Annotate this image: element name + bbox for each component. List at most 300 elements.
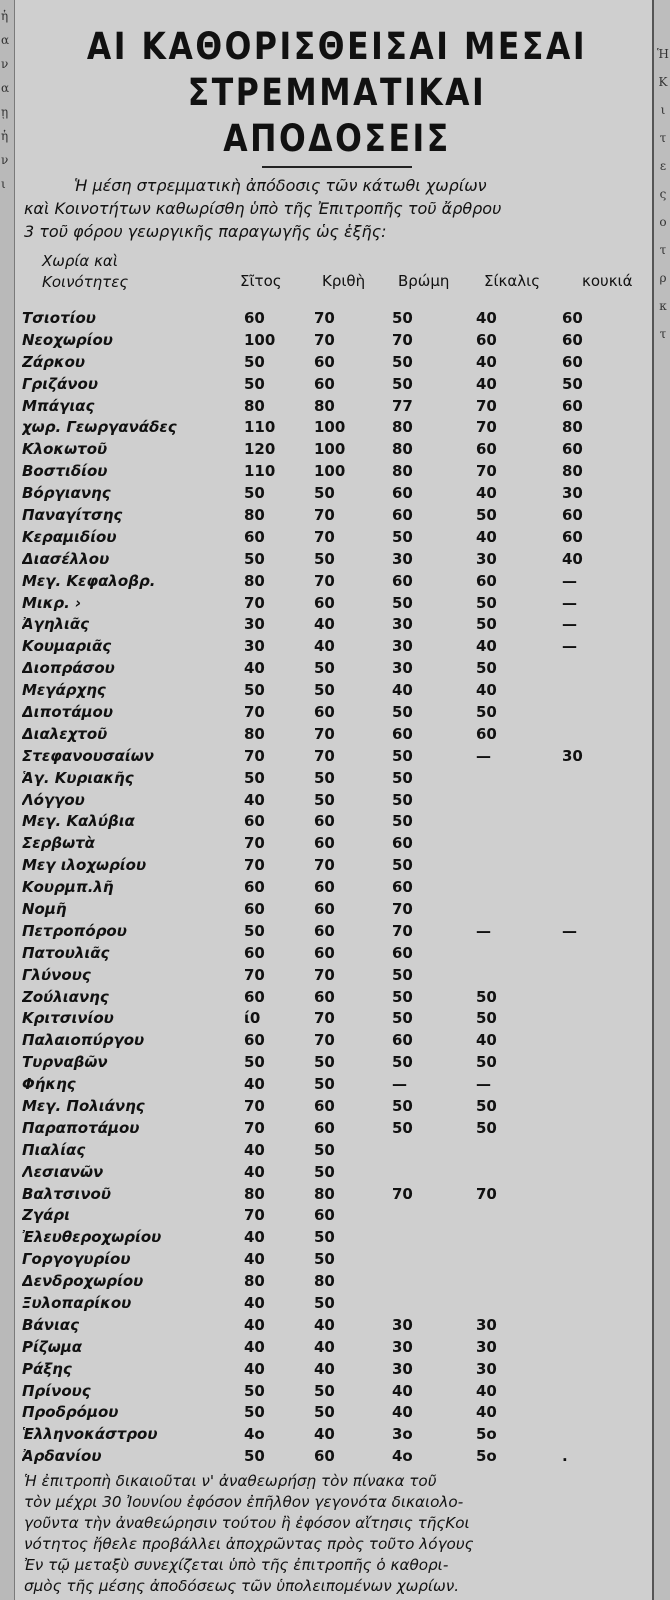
cell-place-name: Μεγ. Καλύβια bbox=[22, 812, 135, 831]
margin-fragment: κ bbox=[659, 299, 667, 313]
margin-fragment: ἡ bbox=[1, 129, 9, 143]
cell-place-name: Βαλτσινοῦ bbox=[22, 1184, 111, 1203]
cell-rye-yield: 70 bbox=[476, 418, 497, 437]
cell-corn-yield: 50 bbox=[562, 374, 583, 393]
table-row bbox=[22, 1445, 652, 1467]
cell-barley-yield: 40 bbox=[314, 1315, 335, 1334]
cell-wheat-yield: 80 bbox=[244, 1272, 265, 1291]
cell-corn-yield bbox=[562, 657, 652, 679]
table-row bbox=[22, 548, 652, 570]
cell-place-name: Παλαιοπύργου bbox=[22, 1031, 145, 1050]
cell-corn-yield: 80 bbox=[562, 418, 583, 437]
cell-corn-yield bbox=[562, 1314, 652, 1336]
cell-rye-yield: 40 bbox=[476, 374, 497, 393]
cell-barley-yield: 60 bbox=[314, 1118, 335, 1137]
cell-place-name: χωρ. Γεωργανάδες bbox=[22, 418, 177, 437]
cell-barley-yield: 70 bbox=[314, 308, 335, 327]
cell-corn-yield bbox=[562, 1051, 652, 1073]
cell-barley-yield: 50 bbox=[314, 549, 335, 568]
cell-wheat-yield: 40 bbox=[244, 1250, 265, 1269]
cell-place-name: Γριζάνου bbox=[22, 374, 98, 393]
footer-line: νότητος ἤθελε προβάλλει ἀποχρῶντας πρὸς τοῦτο λόγους bbox=[24, 1535, 474, 1554]
cell-rye-yield: 30 bbox=[476, 1315, 497, 1334]
cell-barley-yield: 50 bbox=[314, 484, 335, 503]
cell-oats-yield: 50 bbox=[392, 527, 413, 546]
cell-place-name: Ἀρδανίου bbox=[22, 1447, 102, 1466]
adjacent-column-right bbox=[652, 0, 670, 1600]
cell-oats-yield: 3o bbox=[392, 1425, 413, 1444]
cell-place-name: Ἀγηλιᾶς bbox=[22, 615, 90, 634]
table-row bbox=[22, 329, 652, 351]
cell-rye-yield: 50 bbox=[476, 1009, 497, 1028]
cell-corn-yield: 60 bbox=[562, 527, 583, 546]
cell-rye-yield bbox=[476, 1270, 562, 1292]
cell-barley-yield: 70 bbox=[314, 724, 335, 743]
table-row bbox=[22, 1139, 652, 1161]
cell-corn-yield bbox=[562, 767, 652, 789]
footer-line: Ἐν τῷ μεταξὺ συνεχίζεται ὑπὸ τῆς ἐπιτροπῆς ὁ καθορι- bbox=[24, 1556, 449, 1575]
footer-line: γοῦντα τὴν ἀναθεώρησιν τούτου ἢ ἐφόσον αἴτησις τῆςΚοι bbox=[24, 1514, 470, 1533]
cell-barley-yield: 60 bbox=[314, 1097, 335, 1115]
cell-rye-yield bbox=[476, 789, 562, 811]
cell-wheat-yield: 40 bbox=[244, 1075, 265, 1094]
cell-oats-yield: 70 bbox=[392, 1184, 413, 1203]
cell-barley-yield: 70 bbox=[314, 746, 335, 765]
cell-rye-yield bbox=[476, 832, 562, 854]
cell-rye-yield: 50 bbox=[476, 1053, 497, 1072]
table-row bbox=[22, 307, 652, 329]
cell-rye-yield: — bbox=[476, 746, 491, 765]
cell-wheat-yield: 40 bbox=[244, 1337, 265, 1356]
cell-place-name: Παναγίτσης bbox=[22, 505, 123, 524]
margin-fragment: ς bbox=[659, 187, 667, 201]
margin-fragment: ο bbox=[659, 215, 667, 229]
cell-wheat-yield: 70 bbox=[244, 746, 265, 765]
cell-oats-yield: 50 bbox=[392, 987, 413, 1006]
cell-barley-yield: 50 bbox=[314, 1228, 335, 1247]
cell-place-name: Πιαλίας bbox=[22, 1140, 86, 1159]
cell-corn-yield bbox=[562, 723, 652, 745]
cell-corn-yield bbox=[562, 986, 652, 1008]
table-row bbox=[22, 438, 652, 460]
table-row bbox=[22, 1248, 652, 1270]
cell-wheat-yield: 50 bbox=[244, 1053, 265, 1072]
table-row bbox=[22, 942, 652, 964]
cell-place-name: Προδρόμου bbox=[22, 1403, 119, 1422]
cell-place-name: Ἑλληνοκάστρου bbox=[22, 1425, 158, 1444]
cell-barley-yield: 50 bbox=[314, 1294, 335, 1313]
cell-wheat-yield: 40 bbox=[244, 790, 265, 809]
cell-oats-yield: 30 bbox=[392, 659, 413, 678]
cell-oats-yield: 4o bbox=[392, 1447, 413, 1466]
cell-oats-yield: 50 bbox=[392, 1097, 413, 1115]
table-row bbox=[22, 745, 652, 767]
cell-corn-yield: 60 bbox=[562, 330, 583, 349]
cell-barley-yield: 70 bbox=[314, 965, 335, 984]
cell-place-name: Διοπράσου bbox=[22, 659, 115, 678]
adjacent-column-left bbox=[0, 0, 15, 1600]
cell-rye-yield: 50 bbox=[476, 505, 497, 524]
cell-barley-yield: 60 bbox=[314, 374, 335, 393]
table-row bbox=[22, 570, 652, 592]
table-row bbox=[22, 1358, 652, 1380]
cell-wheat-yield: 40 bbox=[244, 1228, 265, 1247]
table-row bbox=[22, 613, 652, 635]
cell-wheat-yield: 100 bbox=[244, 330, 276, 349]
adjacent-column-right-text bbox=[657, 40, 669, 348]
cell-barley-yield: 70 bbox=[314, 505, 335, 524]
cell-barley-yield: 60 bbox=[314, 921, 335, 940]
cell-oats-yield: 50 bbox=[392, 812, 413, 831]
cell-wheat-yield: 80 bbox=[244, 396, 265, 415]
cell-rye-yield: 50 bbox=[476, 1118, 497, 1137]
table-row bbox=[22, 1314, 652, 1336]
cell-oats-yield: 70 bbox=[392, 899, 413, 918]
cell-oats-yield: 50 bbox=[392, 768, 413, 787]
cell-oats-yield: 40 bbox=[392, 1403, 413, 1422]
cell-rye-yield: 40 bbox=[476, 527, 497, 546]
footer-line: σμὸς τῆς μέσης ἀποδόσεως τῶν ὑπολειπομένων χωρίων. bbox=[24, 1577, 460, 1596]
cell-place-name: Ἐλευθεροχωρίου bbox=[22, 1228, 162, 1247]
article-title-line-2: ΣΤΡΕΜΜΑΤΙΚΑΙ ΑΠΟΔΟΣΕΙΣ bbox=[187, 71, 487, 160]
cell-wheat-yield: 80 bbox=[244, 571, 265, 590]
cell-barley-yield: 60 bbox=[314, 834, 335, 853]
cell-place-name: Νεοχωρίου bbox=[22, 330, 113, 349]
cell-corn-yield bbox=[562, 876, 652, 898]
cell-wheat-yield: 60 bbox=[244, 1031, 265, 1050]
margin-fragment: ρ bbox=[659, 271, 667, 285]
cell-barley-yield: 40 bbox=[314, 1359, 335, 1378]
cell-corn-yield bbox=[562, 942, 652, 964]
cell-rye-yield: 60 bbox=[476, 571, 497, 590]
table-row bbox=[22, 1423, 652, 1445]
cell-oats-yield: 40 bbox=[392, 1381, 413, 1400]
cell-barley-yield: 100 bbox=[314, 462, 346, 481]
cell-rye-yield: 40 bbox=[476, 1031, 497, 1050]
cell-corn-yield: 60 bbox=[562, 308, 583, 327]
cell-wheat-yield: 30 bbox=[244, 637, 265, 656]
cell-oats-yield: 60 bbox=[392, 943, 413, 962]
table-row bbox=[22, 723, 652, 745]
cell-place-name: Ζγάρι bbox=[22, 1206, 70, 1225]
cell-barley-yield: 50 bbox=[314, 1381, 335, 1400]
cell-wheat-yield: 110 bbox=[244, 418, 276, 437]
cell-place-name: Μεγάρχης bbox=[22, 681, 106, 700]
cell-corn-yield bbox=[562, 1248, 652, 1270]
cell-oats-yield: 60 bbox=[392, 571, 413, 590]
yields-table bbox=[22, 307, 652, 1467]
cell-wheat-yield: 40 bbox=[244, 1294, 265, 1313]
margin-fragment: ι bbox=[1, 177, 6, 191]
cell-rye-yield: 50 bbox=[476, 593, 497, 612]
cell-place-name: Στεφανουσαίων bbox=[22, 746, 154, 765]
cell-oats-yield: 77 bbox=[392, 396, 413, 415]
cell-place-name: Βόργιανης bbox=[22, 484, 111, 503]
cell-oats-yield bbox=[392, 1161, 476, 1183]
cell-place-name: Μικρ. › bbox=[22, 593, 82, 612]
cell-oats-yield: 40 bbox=[392, 681, 413, 700]
cell-rye-yield: 40 bbox=[476, 1403, 497, 1422]
cell-place-name: Βοστιδίου bbox=[22, 462, 108, 481]
cell-barley-yield: 40 bbox=[314, 637, 335, 656]
cell-corn-yield bbox=[562, 964, 652, 986]
cell-place-name: Πετροπόρου bbox=[22, 921, 127, 940]
cell-place-name: Λεσιανῶν bbox=[22, 1162, 104, 1181]
cell-barley-yield: 80 bbox=[314, 396, 335, 415]
cell-rye-yield bbox=[476, 854, 562, 876]
table-row bbox=[22, 1183, 652, 1205]
cell-corn-yield bbox=[562, 1029, 652, 1051]
margin-fragment: ν bbox=[1, 57, 9, 71]
cell-oats-yield: 60 bbox=[392, 484, 413, 503]
footer-line: τὸν μέχρι 30 Ἰουνίου ἐφόσον ἐπῆλθον γεγονότα δικαιολο- bbox=[24, 1493, 464, 1512]
cell-barley-yield: 50 bbox=[314, 768, 335, 787]
cell-corn-yield: — bbox=[562, 615, 577, 634]
cell-corn-yield: 30 bbox=[562, 746, 583, 765]
cell-rye-yield: 70 bbox=[476, 1184, 497, 1203]
margin-fragment: ε bbox=[659, 159, 667, 173]
cell-rye-yield: — bbox=[476, 1075, 491, 1094]
cell-oats-yield bbox=[392, 1270, 476, 1292]
cell-place-name: Ζάρκου bbox=[22, 352, 86, 371]
cell-oats-yield: 80 bbox=[392, 440, 413, 459]
cell-barley-yield: 60 bbox=[314, 987, 335, 1006]
cell-barley-yield: 60 bbox=[314, 812, 335, 831]
cell-wheat-yield: 40 bbox=[244, 1315, 265, 1334]
cell-corn-yield bbox=[562, 898, 652, 920]
cell-corn-yield bbox=[562, 1358, 652, 1380]
cell-wheat-yield: 110 bbox=[244, 462, 276, 481]
table-row bbox=[22, 789, 652, 811]
cell-rye-yield: 40 bbox=[476, 637, 497, 656]
cell-corn-yield: 40 bbox=[562, 549, 583, 568]
cell-wheat-yield: 40 bbox=[244, 1140, 265, 1159]
cell-wheat-yield: 80 bbox=[244, 724, 265, 743]
cell-place-name: Μεγ. Κεφαλοβρ. bbox=[22, 571, 156, 590]
cell-wheat-yield: 50 bbox=[244, 768, 265, 787]
column-header-places-line-2: Κοινότητες bbox=[42, 273, 129, 291]
column-header-wheat: Σῖτος bbox=[240, 272, 282, 290]
cell-oats-yield: 50 bbox=[392, 746, 413, 765]
margin-fragment: α bbox=[1, 33, 10, 47]
cell-corn-yield bbox=[562, 1380, 652, 1402]
cell-wheat-yield: 50 bbox=[244, 484, 265, 503]
cell-oats-yield: 50 bbox=[392, 1009, 413, 1028]
table-row bbox=[22, 1270, 652, 1292]
cell-rye-yield: 50 bbox=[476, 987, 497, 1006]
table-header bbox=[22, 247, 652, 307]
cell-oats-yield: 30 bbox=[392, 1315, 413, 1334]
table-row bbox=[22, 1073, 652, 1095]
cell-corn-yield: 60 bbox=[562, 505, 583, 524]
margin-fragment: τ bbox=[659, 131, 667, 145]
cell-wheat-yield: 60 bbox=[244, 987, 265, 1006]
cell-rye-yield: 40 bbox=[476, 484, 497, 503]
cell-rye-yield: 50 bbox=[476, 1097, 497, 1115]
cell-oats-yield: 30 bbox=[392, 549, 413, 568]
adjacent-column-left-text bbox=[1, 4, 13, 196]
cell-corn-yield: 60 bbox=[562, 352, 583, 371]
cell-oats-yield bbox=[392, 1226, 476, 1248]
column-header-rye: Σίκαλις bbox=[484, 272, 541, 290]
cell-wheat-yield: 70 bbox=[244, 856, 265, 875]
cell-barley-yield: 60 bbox=[314, 352, 335, 371]
cell-barley-yield: 50 bbox=[314, 1250, 335, 1269]
cell-place-name: Βάνιας bbox=[22, 1315, 79, 1334]
cell-rye-yield: 5o bbox=[476, 1447, 497, 1466]
cell-place-name: Παραποτάμου bbox=[22, 1118, 140, 1137]
cell-place-name: Πρίνους bbox=[22, 1381, 91, 1400]
cell-barley-yield: 70 bbox=[314, 330, 335, 349]
intro-line: καὶ Κοινοτήτων καθωρίσθη ὑπὸ τῆς Ἐπιτροπῆς τοῦ ἄρθρου bbox=[24, 199, 502, 218]
cell-barley-yield: 50 bbox=[314, 1162, 335, 1181]
cell-barley-yield: 50 bbox=[314, 1053, 335, 1072]
table-row bbox=[22, 460, 652, 482]
cell-corn-yield: 60 bbox=[562, 396, 583, 415]
cell-barley-yield: 40 bbox=[314, 615, 335, 634]
cell-oats-yield: 30 bbox=[392, 615, 413, 634]
cell-oats-yield: 50 bbox=[392, 965, 413, 984]
cell-wheat-yield: 70 bbox=[244, 834, 265, 853]
column-header-places-line-1: Χωρία καὶ bbox=[42, 252, 118, 270]
cell-oats-yield: 50 bbox=[392, 308, 413, 327]
footer-line: Ἡ ἐπιτροπὴ δικαιοῦται ν' ἀναθεωρήσῃ τὸν πίνακα τοῦ bbox=[24, 1472, 437, 1491]
table-row bbox=[22, 1402, 652, 1424]
cell-oats-yield: 50 bbox=[392, 593, 413, 612]
cell-place-name: Ρίζωμα bbox=[22, 1337, 83, 1356]
margin-fragment: Ἡ bbox=[657, 47, 669, 61]
table-row bbox=[22, 1117, 652, 1139]
cell-place-name: Διποτάμου bbox=[22, 702, 113, 721]
cell-place-name: Τυρναβῶν bbox=[22, 1053, 108, 1072]
column-header-barley: Κριθὴ bbox=[322, 272, 366, 290]
cell-corn-yield bbox=[562, 1423, 652, 1445]
cell-wheat-yield: 50 bbox=[244, 352, 265, 371]
article-title-line-1: ΑΙ ΚΑΘΟΡΙΣΘΕΙΣΑΙ ΜΕΣΑΙ bbox=[86, 25, 588, 68]
intro-line: Ἡ μέση στρεμματικὴ ἀπόδοσις τῶν κάτωθι χωρίων bbox=[74, 176, 487, 195]
margin-fragment: α bbox=[1, 81, 10, 95]
cell-barley-yield: 50 bbox=[314, 790, 335, 809]
footer-paragraph bbox=[22, 1471, 652, 1597]
cell-wheat-yield: ί0 bbox=[244, 1009, 261, 1028]
table-row bbox=[22, 1336, 652, 1358]
cell-rye-yield: 40 bbox=[476, 352, 497, 371]
cell-corn-yield bbox=[562, 1226, 652, 1248]
cell-corn-yield bbox=[562, 1205, 652, 1227]
cell-wheat-yield: 120 bbox=[244, 440, 276, 459]
cell-oats-yield bbox=[392, 1292, 476, 1314]
cell-place-name: Μπάγιας bbox=[22, 396, 95, 415]
cell-rye-yield: 30 bbox=[476, 1359, 497, 1378]
cell-rye-yield: 30 bbox=[476, 1337, 497, 1356]
margin-fragment: ἡ bbox=[1, 9, 9, 23]
cell-corn-yield bbox=[562, 810, 652, 832]
cell-barley-yield: 50 bbox=[314, 1403, 335, 1422]
margin-fragment: ν bbox=[1, 153, 9, 167]
cell-place-name: Κουμαριᾶς bbox=[22, 637, 112, 656]
cell-place-name: Γλύνους bbox=[22, 965, 91, 984]
margin-fragment: Κ bbox=[658, 75, 668, 89]
cell-oats-yield: 50 bbox=[392, 856, 413, 875]
cell-barley-yield: 60 bbox=[314, 1447, 335, 1466]
cell-rye-yield: 30 bbox=[476, 549, 497, 568]
intro-line: 3 τοῦ φόρου γεωργικῆς παραγωγῆς ὡς ἑξῆς: bbox=[24, 222, 387, 241]
table-row bbox=[22, 767, 652, 789]
cell-corn-yield bbox=[562, 1073, 652, 1095]
cell-rye-yield: 60 bbox=[476, 440, 497, 459]
cell-barley-yield: 70 bbox=[314, 856, 335, 875]
table-row bbox=[22, 1029, 652, 1051]
cell-corn-yield: 30 bbox=[562, 484, 583, 503]
table-row bbox=[22, 920, 652, 942]
cell-wheat-yield: 50 bbox=[244, 374, 265, 393]
cell-wheat-yield: 60 bbox=[244, 878, 265, 897]
cell-corn-yield bbox=[562, 1292, 652, 1314]
cell-place-name: Τσιοτίου bbox=[22, 308, 96, 327]
table-row bbox=[22, 1008, 652, 1030]
cell-barley-yield: 60 bbox=[314, 1206, 335, 1225]
cell-oats-yield: 60 bbox=[392, 878, 413, 897]
cell-rye-yield bbox=[476, 876, 562, 898]
table-row bbox=[22, 482, 652, 504]
cell-oats-yield: 50 bbox=[392, 702, 413, 721]
cell-corn-yield bbox=[562, 1095, 652, 1117]
table-row bbox=[22, 373, 652, 395]
cell-barley-yield: 70 bbox=[314, 527, 335, 546]
table-row bbox=[22, 1226, 652, 1248]
cell-wheat-yield: 70 bbox=[244, 1097, 265, 1115]
cell-barley-yield: 70 bbox=[314, 571, 335, 590]
table-row bbox=[22, 701, 652, 723]
cell-oats-yield: 30 bbox=[392, 637, 413, 656]
cell-corn-yield bbox=[562, 1117, 652, 1139]
cell-rye-yield bbox=[476, 964, 562, 986]
cell-rye-yield: 70 bbox=[476, 396, 497, 415]
cell-oats-yield: 30 bbox=[392, 1359, 413, 1378]
cell-rye-yield bbox=[476, 1248, 562, 1270]
cell-wheat-yield: 60 bbox=[244, 308, 265, 327]
cell-rye-yield: 40 bbox=[476, 681, 497, 700]
table-row bbox=[22, 876, 652, 898]
table-row bbox=[22, 1051, 652, 1073]
cell-rye-yield: 70 bbox=[476, 462, 497, 481]
cell-place-name: Γοργογυρίου bbox=[22, 1250, 131, 1269]
cell-corn-yield bbox=[562, 1336, 652, 1358]
cell-wheat-yield: 60 bbox=[244, 527, 265, 546]
cell-oats-yield bbox=[392, 1205, 476, 1227]
cell-oats-yield: 60 bbox=[392, 505, 413, 524]
cell-corn-yield bbox=[562, 701, 652, 723]
cell-rye-yield bbox=[476, 1161, 562, 1183]
cell-barley-yield: 70 bbox=[314, 1031, 335, 1050]
intro-paragraph bbox=[22, 174, 652, 243]
cell-barley-yield: 60 bbox=[314, 702, 335, 721]
cell-place-name: Φήκης bbox=[22, 1075, 76, 1094]
cell-oats-yield: 50 bbox=[392, 790, 413, 809]
cell-place-name: Διαλεχτοῦ bbox=[22, 724, 108, 743]
cell-rye-yield: 50 bbox=[476, 702, 497, 721]
cell-barley-yield: 50 bbox=[314, 1075, 335, 1094]
cell-oats-yield: 60 bbox=[392, 724, 413, 743]
cell-place-name: Κριτσινίου bbox=[22, 1009, 114, 1028]
cell-place-name: Λόγγου bbox=[22, 790, 85, 809]
cell-oats-yield: 80 bbox=[392, 418, 413, 437]
margin-fragment: ῃ bbox=[1, 105, 9, 119]
cell-rye-yield: 60 bbox=[476, 724, 497, 743]
column-header-places bbox=[42, 251, 128, 293]
cell-barley-yield: 60 bbox=[314, 899, 335, 918]
cell-wheat-yield: 50 bbox=[244, 549, 265, 568]
